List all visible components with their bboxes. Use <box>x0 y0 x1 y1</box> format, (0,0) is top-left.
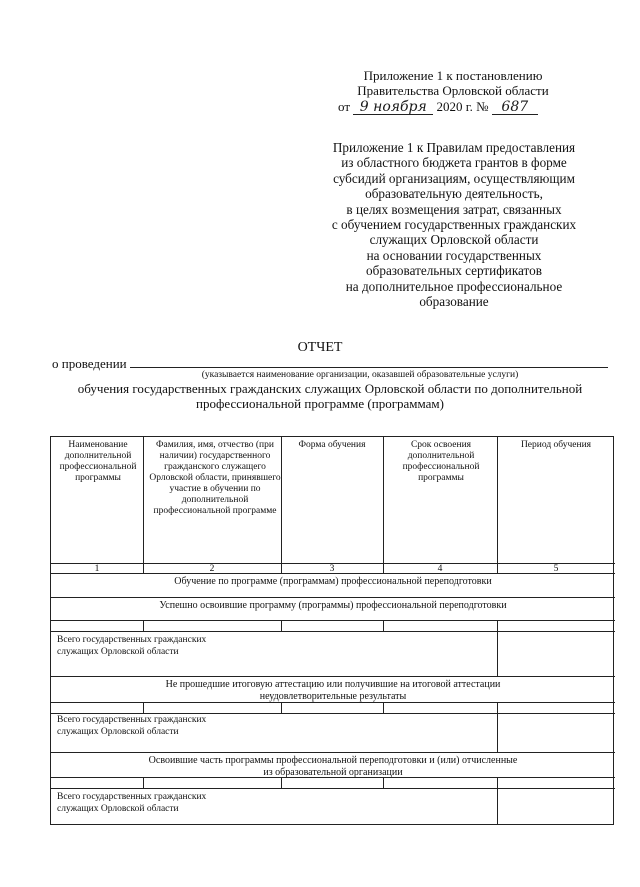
table-rule <box>51 752 615 753</box>
table-rule <box>51 563 615 564</box>
appendix-line: образование <box>419 294 489 310</box>
report-title: ОТЧЕТ <box>297 340 343 355</box>
table-rule <box>51 713 615 714</box>
appendix-line: из областного бюджета грантов в форме <box>341 155 567 171</box>
table-col-rule <box>383 620 384 631</box>
table-col-rule <box>383 437 384 573</box>
total-failed-line-2: служащих Орловской области <box>57 727 179 737</box>
section-completed: Успешно освоившие программу (программы) профессиональной переподготовки <box>159 600 507 611</box>
section-failed-line-2: неудовлетворительные результаты <box>259 691 407 702</box>
section-partial-line-2: из образовательной организации <box>263 767 403 778</box>
table-col-rule <box>497 777 498 825</box>
table-col-rule <box>281 437 282 573</box>
table-col-rule <box>143 702 144 713</box>
handwritten-date: 9 ноября <box>353 100 433 115</box>
table-col-rule <box>383 702 384 713</box>
header-program-name: Наименование дополнительной профессиональной программы <box>59 440 137 483</box>
col-number-1: 1 <box>94 564 100 574</box>
appendix-block <box>308 140 600 309</box>
report-line-1: обучения государственных гражданских служащих Орловской области по дополнительной <box>77 381 583 396</box>
year-label: 2020 г. № <box>436 99 489 114</box>
table-rule <box>51 788 615 789</box>
col-number-5: 5 <box>553 564 559 574</box>
table-rule <box>51 702 615 703</box>
section-failed-line-1: Не прошедшие итоговую аттестацию или получившие на итоговой аттестации <box>165 679 501 690</box>
table-col-rule <box>497 702 498 752</box>
total-completed-line-1: Всего государственных гражданских <box>57 635 207 645</box>
appendix-line: на основании государственных <box>366 247 542 263</box>
table-rule <box>51 631 615 632</box>
table-col-rule <box>143 777 144 788</box>
appendix-line: в целях возмещения затрат, связанных <box>346 201 562 217</box>
table-col-rule <box>497 437 498 573</box>
section-retraining: Обучение по программе (программам) профессиональной переподготовки <box>174 576 492 587</box>
report-table <box>50 436 614 825</box>
header-duration: Срок освоения дополнительной профессиональной программы <box>402 440 480 483</box>
header-line-1: Приложение 1 к постановлению <box>363 68 543 83</box>
appendix-line: служащих Орловской области <box>369 232 539 248</box>
total-failed-line-1: Всего государственных гражданских <box>57 715 207 725</box>
resolution-header <box>338 68 568 115</box>
header-period: Период обучения <box>520 440 592 450</box>
report-line-2: профессиональной программе (программам) <box>195 396 444 411</box>
header-form: Форма обучения <box>298 440 366 450</box>
col-number-4: 4 <box>437 564 443 574</box>
appendix-line: с обучением государственных гражданских <box>331 217 577 233</box>
total-completed-line-2: служащих Орловской области <box>57 647 179 657</box>
header-line-2: Правительства Орловской области <box>357 83 549 98</box>
table-col-rule <box>497 620 498 676</box>
table-col-rule <box>143 620 144 631</box>
table-col-rule <box>383 777 384 788</box>
table-rule <box>51 620 615 621</box>
header-date-line <box>338 99 568 115</box>
table-rule <box>51 573 615 574</box>
appendix-line: образовательную деятельность, <box>365 186 543 202</box>
handwritten-number: 687 <box>492 100 538 115</box>
appendix-line: на дополнительное профессиональное <box>345 278 563 294</box>
total-partial-line-1: Всего государственных гражданских <box>57 792 207 802</box>
date-prefix: от <box>338 99 351 114</box>
table-col-rule <box>281 702 282 713</box>
table-col-rule <box>143 437 144 573</box>
organization-hint: (указывается наименование организации, оказавшей образовательные услуги) <box>201 370 519 380</box>
header-full-name: Фамилия, имя, отчество (при наличии) государственного гражданского служащего Орловской области, принявшего участие в обучении по дополнительной профессиональной программе <box>149 440 281 516</box>
col-number-3: 3 <box>329 564 335 574</box>
col-number-2: 2 <box>209 564 215 574</box>
table-rule <box>51 676 615 677</box>
report-prefix: о проведении <box>52 356 127 371</box>
organization-blank <box>130 356 608 368</box>
total-partial-line-2: служащих Орловской области <box>57 804 179 814</box>
table-rule <box>51 597 615 598</box>
appendix-line: образовательных сертификатов <box>366 263 542 279</box>
table-col-rule <box>281 620 282 631</box>
appendix-line: Приложение 1 к Правилам предоставления <box>332 140 576 155</box>
section-partial-line-1: Освоившие часть программы профессиональной переподготовки и (или) отчисленные <box>148 755 518 766</box>
table-col-rule <box>281 777 282 788</box>
table-rule <box>51 777 615 778</box>
appendix-line: субсидий организациям, осуществляющим <box>333 170 575 186</box>
